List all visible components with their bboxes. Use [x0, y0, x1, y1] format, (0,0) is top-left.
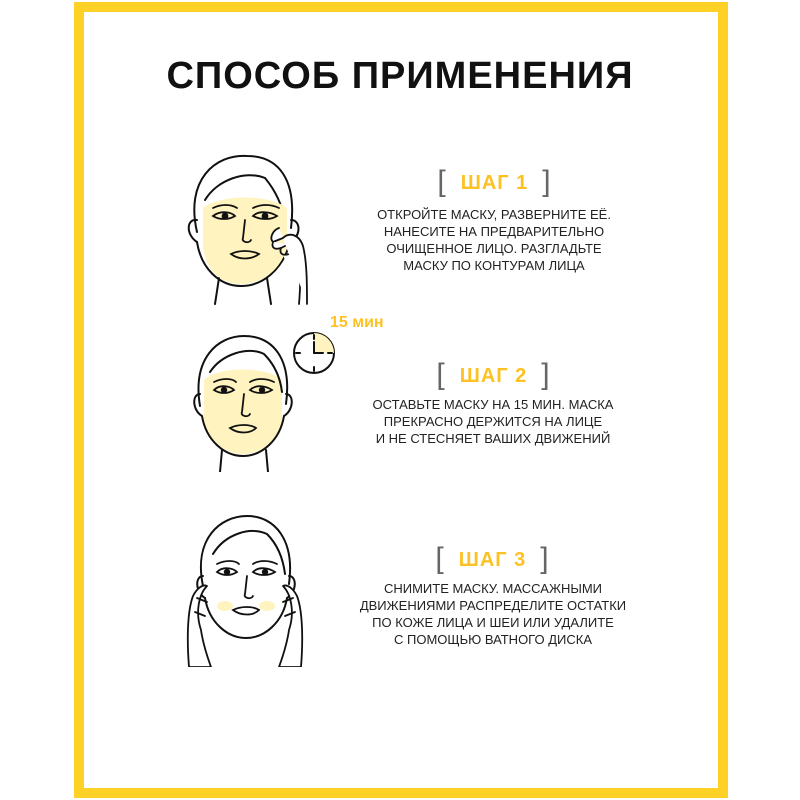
step2-description: ОСТАВЬТЕ МАСКУ НА 15 МИН. МАСКА ПРЕКРАСНО ДЕРЖИТСЯ НА ЛИЦЕ И НЕ СТЕСНЯЕТ ВАШИХ ДВИЖЕНИЙ — [372, 397, 614, 446]
timer-label: 15 мин — [330, 314, 384, 331]
step1-description: ОТКРОЙТЕ МАСКУ, РАЗВЕРНИТЕ ЕЁ. НАНЕСИТЕ НА ПРЕДВАРИТЕЛЬНО ОЧИЩЕННОЕ ЛИЦО. РАЗГЛАДЬТЕ МАСКУ ПО КОНТУРАМ ЛИЦА — [377, 207, 611, 273]
face-step1-illustration — [175, 150, 310, 305]
residue-shape — [259, 601, 275, 611]
step3-title: [ ШАГ 3 ] — [435, 542, 550, 575]
page-title: СПОСОБ ПРИМЕНЕНИЯ — [166, 55, 634, 97]
bracket-right-icon: ] — [541, 358, 551, 391]
face-step3-illustration — [185, 512, 305, 667]
timer-clock-icon — [291, 330, 337, 376]
bracket-left-icon: [ — [436, 358, 446, 391]
step1-title: [ ШАГ 1 ] — [437, 165, 552, 198]
step3-description: СНИМИТЕ МАСКУ. МАССАЖНЫМИ ДВИЖЕНИЯМИ РАСПРЕДЕЛИТЕ ОСТАТКИ ПО КОЖЕ ЛИЦА И ШЕИ ИЛИ УДАЛИТЕ С ПОМОЩЬЮ ВАТНОГО ДИСКА — [359, 581, 627, 647]
bracket-left-icon: [ — [435, 542, 445, 575]
residue-shape — [217, 601, 233, 611]
bracket-left-icon: [ — [437, 165, 447, 198]
bracket-right-icon: ] — [540, 542, 550, 575]
bracket-right-icon: ] — [542, 165, 552, 198]
step2-title: [ ШАГ 2 ] — [436, 358, 551, 391]
face-step2-illustration — [188, 332, 298, 472]
